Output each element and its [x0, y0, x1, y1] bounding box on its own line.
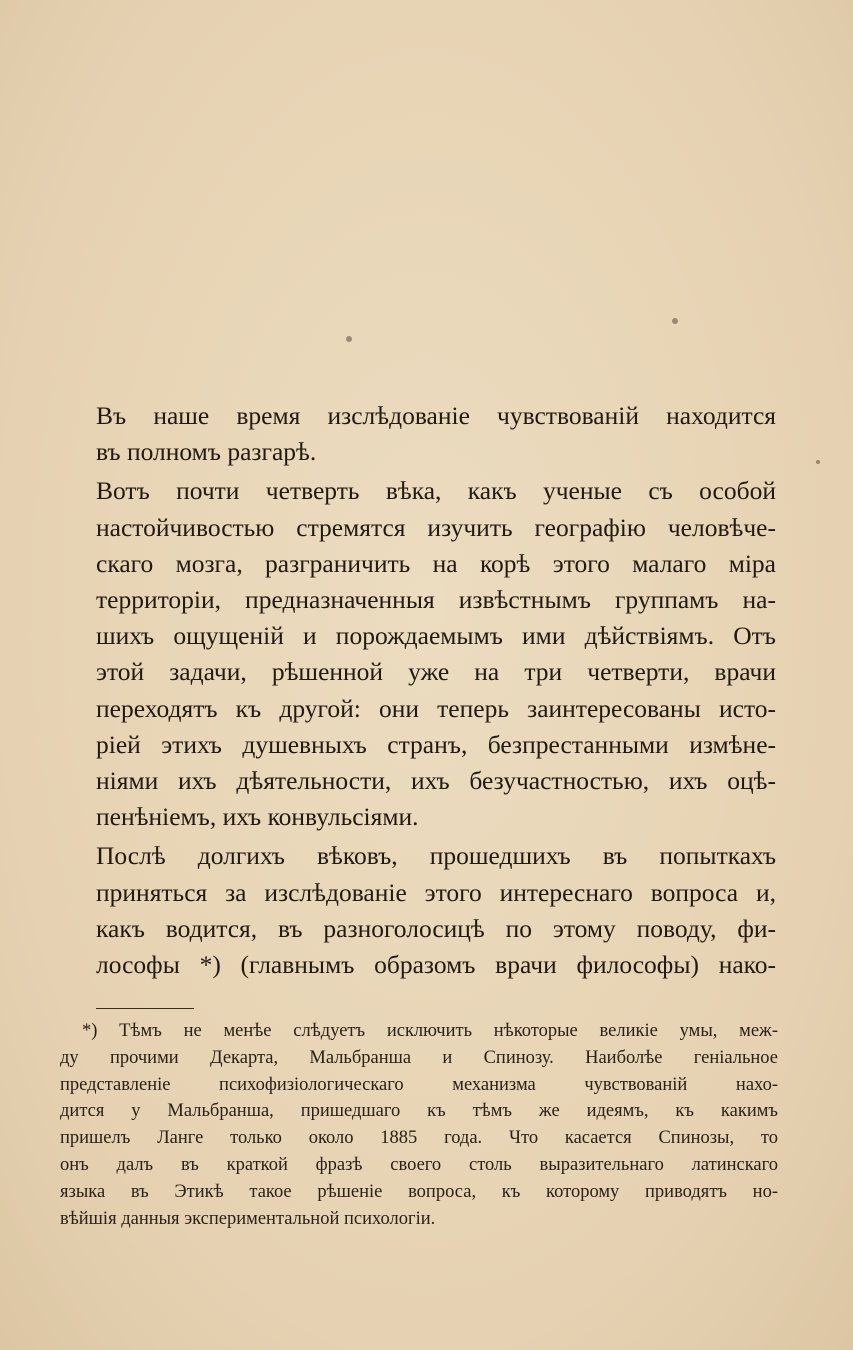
paragraph-2: [96, 473, 776, 835]
text-line: этой задачи, рѣшенной уже на три четверти, врачи: [96, 657, 776, 687]
text-line: настойчивостью стремятся изучить географію человѣче-: [96, 512, 776, 542]
footnote-line: вѣйшія данныя экспериментальной психологіи.: [60, 1208, 436, 1229]
main-text: [96, 398, 776, 983]
ink-spot: [346, 336, 352, 342]
text-line: лософы *) (главнымъ образомъ врачи философы) нако-: [96, 950, 776, 980]
ink-spot: [672, 318, 678, 324]
text-line: скаго мозга, разграничить на корѣ этого малаго міра: [96, 548, 776, 578]
text-line: Въ наше время изслѣдованіе чувствованій находится: [96, 401, 776, 430]
footnote: [60, 1018, 778, 1232]
text-line: какъ водится, въ разноголосицѣ по этому поводу, фи-: [96, 913, 776, 943]
text-line: пенѣніемъ, ихъ конвульсіями.: [96, 802, 419, 832]
footnote-line: ду прочими Декарта, Мальбранша и Спинозу. Наиболѣе геніальное: [60, 1047, 778, 1068]
footnote-line: онъ далъ въ краткой фразѣ своего столь выразительнаго латинскаго: [60, 1154, 778, 1175]
footnote-line: дится у Мальбранша, пришедшаго къ тѣмъ же идеямъ, къ какимъ: [60, 1101, 778, 1122]
ink-spot: [816, 460, 820, 464]
text-line: Послѣ долгихъ вѣковъ, прошедшихъ въ попыткахъ: [96, 841, 776, 871]
footnote-line: пришелъ Ланге только около 1885 года. Что касается Спинозы, то: [60, 1128, 778, 1149]
paragraph-3: [96, 838, 776, 983]
text-line: шихъ ощущеній и порождаемымъ ими дѣйствіямъ. Отъ: [96, 621, 776, 651]
text-line: приняться за изслѣдованіе этого интереснаго вопроса и,: [96, 877, 776, 907]
footnote-line: *) Тѣмъ не менѣе слѣдуетъ исключить нѣкоторые великіе умы, меж-: [82, 1021, 778, 1041]
text-line: переходятъ къ другой: они теперь заинтересованы исто-: [96, 693, 776, 723]
text-line: ріей этихъ душевныхъ странъ, безпрестанными измѣне-: [96, 729, 776, 759]
paragraph-1: [96, 398, 776, 470]
text-line: ніями ихъ дѣятельности, ихъ безучастностью, ихъ оцѣ-: [96, 766, 776, 796]
text-line: въ полномъ разгарѣ.: [96, 437, 317, 467]
text-line: территоріи, предназначенныя извѣстнымъ группамъ на-: [96, 585, 776, 615]
footnote-line: представленіе психофизіологическаго механизма чувствованій нахо-: [60, 1074, 778, 1095]
footnote-line: языка въ Этикѣ такое рѣшеніе вопроса, къ которому приводятъ но-: [60, 1181, 778, 1202]
text-line: Вотъ почти четверть вѣка, какъ ученые съ особой: [96, 476, 776, 506]
footnote-divider: [96, 1008, 194, 1009]
